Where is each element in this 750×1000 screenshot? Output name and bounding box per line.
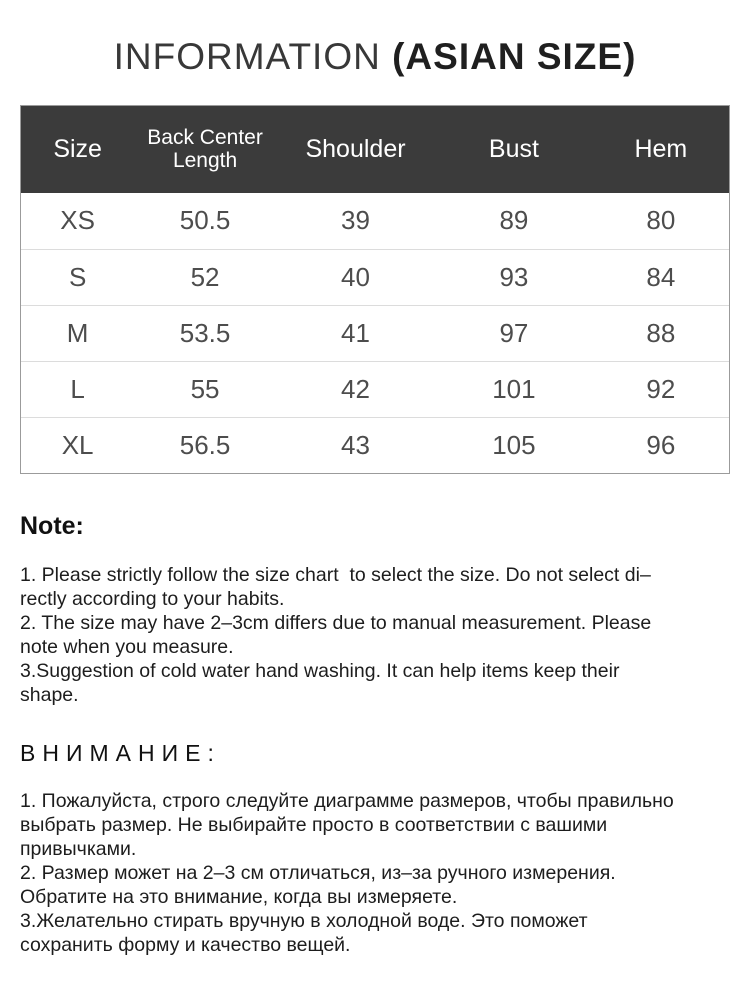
column-header-hem: Hem [593,106,729,193]
column-header-back-center-length-label: Back Center Length [147,125,263,172]
bust-cell: 101 [435,361,593,417]
note-lines-en [20,563,730,707]
shoulder-cell: 41 [276,305,435,361]
size-cell: L [21,361,134,417]
note-line: Обратите на это внимание, когда вы измеряете. [20,886,458,908]
size-cell: S [21,249,134,305]
shoulder-cell: 43 [276,417,435,473]
size-cell: XS [21,193,134,249]
page-title-light: INFORMATION [113,36,393,77]
back-center-length-cell: 52 [134,249,276,305]
note-lines-ru [20,789,730,957]
shoulder-cell: 42 [276,361,435,417]
size-cell: M [21,305,134,361]
column-header-shoulder: Shoulder [276,106,435,193]
notes-section [20,512,730,957]
column-header-size: Size [21,106,134,193]
note-line: выбрать размер. Не выбирайте просто в соответствии с вашими [20,814,608,836]
table-row-m [21,305,729,361]
note-line: note when you measure. [20,636,234,658]
hem-cell: 84 [593,249,729,305]
page-title-bold: (ASIAN SIZE) [392,36,637,77]
bust-cell: 97 [435,305,593,361]
size-cell: XL [21,417,134,473]
hem-cell: 92 [593,361,729,417]
table-header-row [21,106,729,193]
shoulder-cell: 39 [276,193,435,249]
table-row-s [21,249,729,305]
shoulder-cell: 40 [276,249,435,305]
hem-cell: 80 [593,193,729,249]
note-line: 2. The size may have 2–3cm differs due to manual measurement. Please [20,612,652,634]
column-header-bust: Bust [435,106,593,193]
bust-cell: 105 [435,417,593,473]
size-chart-table [21,106,729,473]
note-line: привычками. [20,838,137,860]
size-chart-table-wrap [20,105,730,474]
table-row-xl [21,417,729,473]
note-line: shape. [20,684,79,706]
note-line: 1. Пожалуйста, строго следуйте диаграмме размеров, чтобы правильно [20,790,674,812]
bust-cell: 89 [435,193,593,249]
note-line: сохранить форму и качество вещей. [20,934,351,956]
back-center-length-cell: 53.5 [134,305,276,361]
table-row-l [21,361,729,417]
note-line: 3.Suggestion of cold water hand washing. It can help items keep their [20,660,620,682]
note-line: rectly according to your habits. [20,588,285,610]
note-line: 1. Please strictly follow the size chart to select the size. Do not select di– [20,564,651,586]
hem-cell: 96 [593,417,729,473]
note-heading-en: Note: [20,512,84,540]
back-center-length-cell: 56.5 [134,417,276,473]
column-header-back-center-length [134,106,276,193]
page-title [0,0,750,78]
bust-cell: 93 [435,249,593,305]
attention-heading-ru: ВНИМАНИЕ: [20,740,221,766]
hem-cell: 88 [593,305,729,361]
table-row-xs [21,193,729,249]
back-center-length-cell: 50.5 [134,193,276,249]
note-line: 3.Желательно стирать вручную в холодной воде. Это поможет [20,910,588,932]
note-line: 2. Размер может на 2–3 см отличаться, из–за ручного измерения. [20,862,616,884]
back-center-length-cell: 55 [134,361,276,417]
